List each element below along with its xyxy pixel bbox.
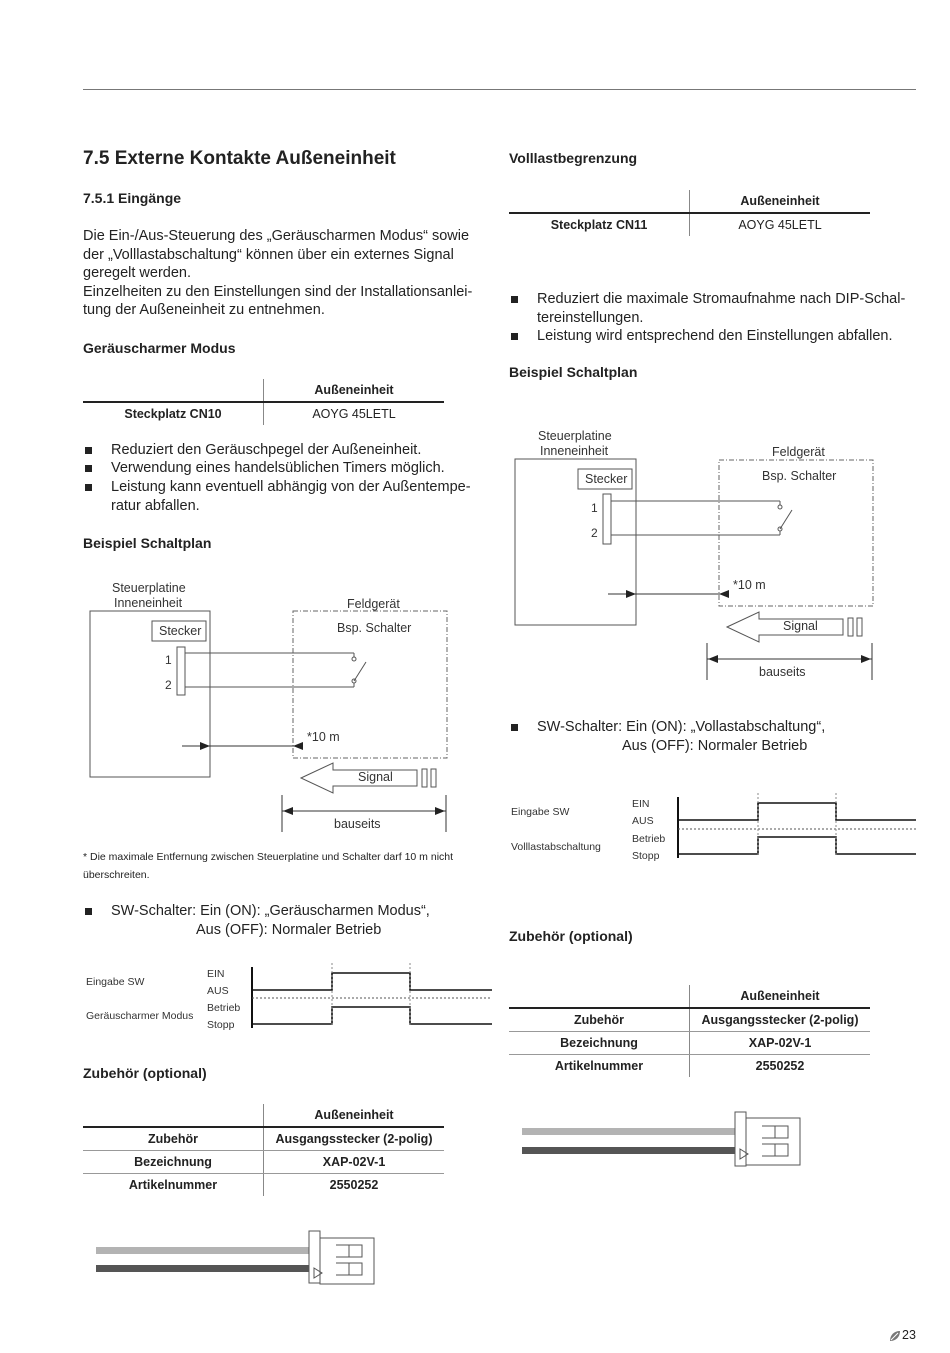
timing-input-label: Eingabe SW: [86, 976, 145, 988]
heading-full-load: Volllastbegrenzung: [509, 150, 638, 166]
signal-label: Signal: [358, 770, 393, 784]
timing-on: EIN: [632, 798, 650, 810]
table-row-label: Steckplatz CN10: [83, 402, 264, 425]
site-label: bauseits: [759, 665, 806, 679]
table-row-label: Artikelnummer: [128, 1178, 218, 1192]
table-header: Außeneinheit: [690, 190, 871, 213]
field-device-label: Feldgerät: [347, 597, 400, 611]
timing-output-label: Volllastabschaltung: [511, 841, 601, 853]
table-row-value: 2550252: [264, 1174, 445, 1197]
connector-label: Stecker: [585, 472, 628, 486]
timing-input-label: Eingabe SW: [511, 806, 570, 818]
timing-stop: Stopp: [207, 1019, 235, 1031]
footnote-line: überschreiten.: [83, 869, 150, 881]
intro-line: Einzelheiten zu den Einstellungen sind der Installationsanlei-: [83, 283, 473, 300]
heading-schematic: Beispiel Schaltplan: [509, 364, 638, 380]
table-row-label: Zubehör: [83, 1127, 264, 1151]
table-row-value: AOYG 45LETL: [690, 213, 871, 236]
bullet-text: ratur abfallen.: [111, 497, 200, 514]
table-row-value: XAP-02V-1: [264, 1151, 445, 1174]
board-label: Inneneinheit: [114, 596, 183, 610]
footnote-line: * Die maximale Entfernung zwischen Steuerplatine und Schalter darf 10 m nicht: [83, 851, 454, 863]
table-row-value: Ausgangsstecker (2-polig): [690, 1008, 871, 1032]
timing-run: Betrieb: [207, 1002, 241, 1014]
wire-light: [522, 1128, 736, 1135]
table-header: Außeneinheit: [264, 1104, 445, 1127]
table-row-value: XAP-02V-1: [690, 1032, 871, 1055]
pin-label: 2: [165, 678, 172, 692]
timing-output-label: Geräuscharmer Modus: [86, 1010, 194, 1022]
timing-on: EIN: [207, 968, 225, 980]
subsection-title: 7.5.1 Eingänge: [83, 190, 182, 206]
table-row-value: AOYG 45LETL: [264, 402, 445, 425]
intro-line: Die Ein-/Aus-Steuerung des „Geräuscharmen Modus“ sowie: [83, 228, 470, 244]
table-header: Außeneinheit: [690, 985, 871, 1008]
heading-schematic: Beispiel Schaltplan: [83, 535, 212, 551]
timing-off: AUS: [207, 985, 229, 997]
table-row-value: 2550252: [690, 1055, 871, 1078]
pin-label: 1: [591, 501, 598, 515]
sw-line: Aus (OFF): Normaler Betrieb: [196, 921, 382, 938]
heading-accessory: Zubehör (optional): [83, 1065, 207, 1081]
field-device-label: Feldgerät: [772, 445, 825, 459]
bullet-text: Reduziert die maximale Stromaufnahme nach DIP-Schal-: [537, 291, 906, 307]
distance-label: *10 m: [307, 730, 340, 744]
timing-off: AUS: [632, 815, 654, 827]
intro-line: geregelt werden.: [83, 265, 192, 281]
page-number: 23: [902, 1328, 916, 1342]
pin-label: 1: [165, 653, 172, 667]
connector-label: Stecker: [159, 624, 202, 638]
switch-label: Bsp. Schalter: [337, 621, 412, 635]
signal-label: Signal: [783, 619, 818, 633]
board-label: Inneneinheit: [540, 444, 609, 458]
board-label: Steuerplatine: [112, 581, 186, 595]
site-label: bauseits: [334, 817, 381, 831]
table-row-label: Bezeichnung: [83, 1151, 264, 1174]
bullet-text: Leistung wird entsprechend den Einstellungen abfallen.: [537, 328, 893, 344]
table-row-label: Steckplatz CN11: [509, 213, 690, 236]
bullet-text: tereinstellungen.: [537, 309, 644, 326]
sw-line: Aus (OFF): Normaler Betrieb: [622, 737, 808, 754]
bullet-text: Leistung kann eventuell abhängig von der Außentempe-: [111, 479, 471, 495]
board-label: Steuerplatine: [538, 429, 612, 443]
bullet-text: Verwendung eines handelsüblichen Timers möglich.: [111, 460, 445, 476]
wire-dark: [522, 1147, 736, 1154]
section-title: 7.5 Externe Kontakte Außeneinheit: [83, 148, 396, 169]
sw-line: SW-Schalter: Ein (ON): „Vollastabschaltung“,: [537, 719, 826, 735]
intro-line: der „Volllastabschaltung“ können über ein externes Signal: [83, 246, 454, 263]
timing-run: Betrieb: [632, 833, 666, 845]
leaf-icon: [889, 1330, 901, 1342]
switch-label: Bsp. Schalter: [762, 469, 837, 483]
pin-label: 2: [591, 526, 598, 540]
table-row-label: Artikelnummer: [554, 1059, 644, 1073]
table-header: Außeneinheit: [264, 379, 445, 402]
table-row-label: Bezeichnung: [509, 1032, 690, 1055]
bullet-text: Reduziert den Geräuschpegel der Außeneinheit.: [111, 442, 422, 458]
timing-stop: Stopp: [632, 850, 660, 862]
distance-label: *10 m: [733, 578, 766, 592]
connector-housing: [746, 1118, 800, 1165]
heading-quiet-mode: Geräuscharmer Modus: [83, 340, 236, 356]
intro-line: tung der Außeneinheit zu entnehmen.: [83, 302, 325, 318]
table-row-value: Ausgangsstecker (2-polig): [264, 1127, 445, 1151]
heading-accessory: Zubehör (optional): [509, 928, 633, 944]
sw-line: SW-Schalter: Ein (ON): „Geräuscharmen Modus“,: [111, 903, 430, 919]
table-row-label: Zubehör: [509, 1008, 690, 1032]
